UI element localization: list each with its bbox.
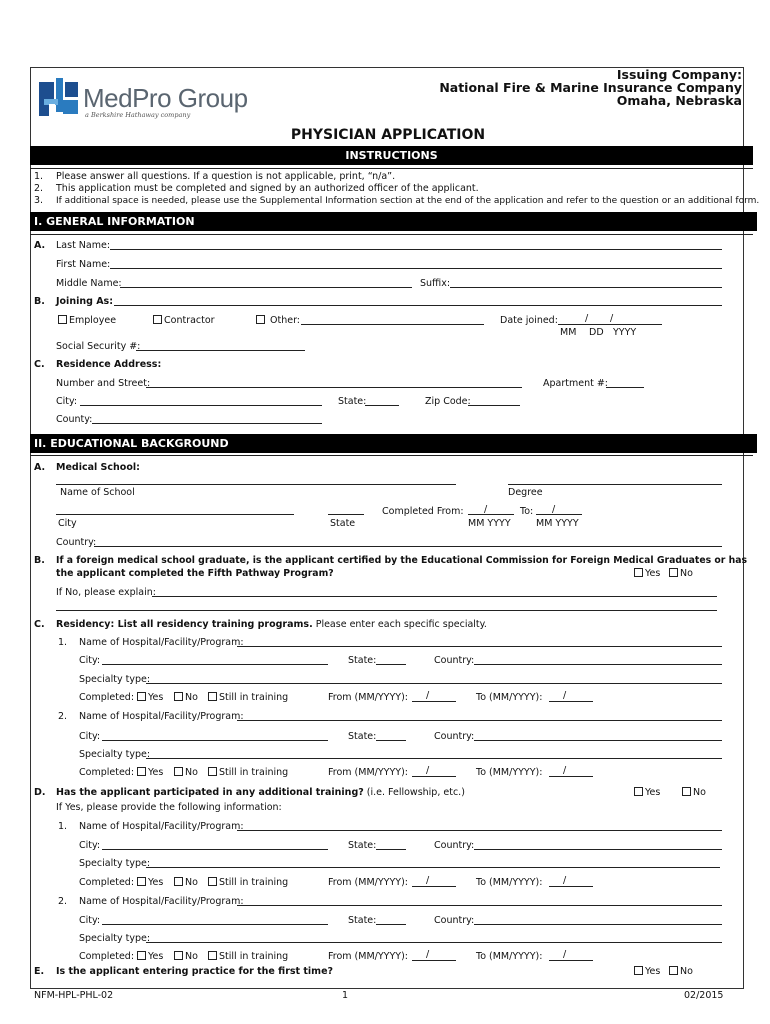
- date-slash: /: [585, 313, 589, 324]
- state-field[interactable]: [376, 664, 406, 665]
- date-slash: /: [426, 875, 430, 886]
- school-country-field[interactable]: [94, 546, 722, 547]
- item-letter: C.: [34, 359, 45, 370]
- section-title: I. GENERAL INFORMATION: [34, 215, 195, 228]
- country-field[interactable]: [474, 664, 722, 665]
- other-checkbox[interactable]: Other:: [256, 315, 300, 327]
- medpro-logo: [39, 78, 249, 122]
- checkbox-icon: [137, 877, 146, 886]
- state-field[interactable]: [376, 740, 406, 741]
- completed-to-field[interactable]: [536, 514, 582, 515]
- item-letter: D.: [34, 787, 46, 798]
- school-name-caption: Name of School: [60, 487, 135, 498]
- hospital-field[interactable]: [237, 720, 722, 721]
- middle-name-label: Middle Name:: [56, 278, 122, 289]
- residence-address-label: Residence Address:: [56, 359, 162, 370]
- ssn-field[interactable]: [136, 350, 305, 351]
- hospital-field[interactable]: [237, 830, 722, 831]
- date-slash: /: [563, 949, 567, 960]
- from-label: From (MM/YYYY):: [328, 692, 408, 703]
- school-city-field[interactable]: [56, 514, 294, 515]
- from-field[interactable]: [412, 776, 456, 777]
- specialty-field[interactable]: [146, 758, 722, 759]
- issuing-company-block: [439, 68, 742, 107]
- to-field[interactable]: [549, 886, 593, 887]
- country-label: Country:: [434, 840, 475, 851]
- country-label: Country:: [434, 915, 475, 926]
- hospital-field[interactable]: [237, 905, 722, 906]
- completed-from-label: Completed From:: [382, 506, 464, 517]
- additional-no-checkbox[interactable]: No: [682, 787, 706, 799]
- city-field[interactable]: [102, 664, 328, 665]
- city-field[interactable]: [102, 924, 328, 925]
- completed-yes-checkbox[interactable]: Yes: [137, 767, 163, 779]
- checkbox-icon: [153, 315, 162, 324]
- county-label: County:: [56, 414, 93, 425]
- to-mm-yyyy-caption: MM YYYY: [536, 518, 579, 529]
- to-field[interactable]: [549, 701, 593, 702]
- hospital-field[interactable]: [237, 646, 722, 647]
- apartment-label: Apartment #:: [543, 378, 609, 389]
- form-code: NFM-HPL-PHL-02: [34, 990, 114, 1001]
- completed-from-field[interactable]: [468, 514, 514, 515]
- from-label: From (MM/YYYY):: [328, 767, 408, 778]
- middle-name-field[interactable]: [120, 287, 412, 288]
- from-field[interactable]: [412, 701, 456, 702]
- date-slash: /: [552, 504, 556, 515]
- degree-field[interactable]: [508, 484, 722, 485]
- checkbox-icon: [634, 966, 643, 975]
- divider: [30, 168, 753, 169]
- explain-field[interactable]: [152, 596, 717, 597]
- instructions-bar: [30, 146, 753, 165]
- from-label: From (MM/YYYY):: [328, 951, 408, 962]
- entry-number: 1.: [58, 637, 68, 648]
- specialty-label: Specialty type:: [79, 933, 151, 944]
- foreign-no-checkbox[interactable]: No: [669, 568, 693, 580]
- country-field[interactable]: [474, 924, 722, 925]
- foreign-yes-checkbox[interactable]: Yes: [634, 568, 660, 580]
- date-mm-caption: MM: [560, 327, 577, 338]
- if-yes-label: If Yes, please provide the following information:: [56, 802, 282, 813]
- checkbox-icon: [256, 315, 265, 324]
- instructions-title: INSTRUCTIONS: [345, 149, 438, 162]
- still-training-checkbox[interactable]: Still in training: [208, 877, 288, 889]
- checkbox-icon: [58, 315, 67, 324]
- hospital-label: Name of Hospital/Facility/Program:: [79, 711, 244, 722]
- date-slash: /: [484, 504, 488, 515]
- state-label: State:: [348, 731, 377, 742]
- date-joined-label: Date joined:: [500, 315, 558, 326]
- hospital-label: Name of Hospital/Facility/Program:: [79, 896, 244, 907]
- completed-label: Completed:: [79, 951, 135, 962]
- section-title: II. EDUCATIONAL BACKGROUND: [34, 437, 229, 450]
- city-label: City:: [79, 655, 101, 666]
- state-field[interactable]: [376, 849, 406, 850]
- degree-caption: Degree: [508, 487, 543, 498]
- from-field[interactable]: [412, 960, 456, 961]
- item-letter: B.: [34, 555, 45, 566]
- apartment-field[interactable]: [606, 387, 644, 388]
- specialty-label: Specialty type:: [79, 749, 151, 760]
- joining-as-field[interactable]: [114, 305, 722, 306]
- state-label: State:: [348, 655, 377, 666]
- to-field[interactable]: [549, 776, 593, 777]
- completed-yes-checkbox[interactable]: Yes: [137, 877, 163, 889]
- first-name-field[interactable]: [110, 268, 722, 269]
- suffix-label: Suffix:: [420, 278, 451, 289]
- checkbox-icon: [137, 951, 146, 960]
- instruction-text-1: Please answer all questions. If a question is not applicable, print, “n/a”.: [56, 171, 396, 182]
- city-label: City:: [79, 915, 101, 926]
- date-slash: /: [426, 765, 430, 776]
- from-field[interactable]: [412, 886, 456, 887]
- completed-no-checkbox[interactable]: No: [174, 951, 198, 963]
- specialty-label: Specialty type:: [79, 858, 151, 869]
- state-label: State:: [348, 840, 377, 851]
- zip-label: Zip Code:: [425, 396, 471, 407]
- suffix-field[interactable]: [450, 287, 722, 288]
- instruction-num-3: 3.: [34, 195, 44, 206]
- checkbox-icon: [174, 877, 183, 886]
- specialty-field[interactable]: [146, 942, 722, 943]
- state-label: State:: [338, 396, 367, 407]
- date-slash: /: [610, 313, 614, 324]
- zip-field[interactable]: [468, 405, 520, 406]
- form-title: PHYSICIAN APPLICATION: [290, 127, 486, 143]
- city-label: City:: [56, 396, 78, 407]
- entry-number: 1.: [58, 821, 68, 832]
- city-field[interactable]: [102, 849, 328, 850]
- date-yyyy-caption: YYYY: [613, 327, 637, 338]
- issuing-company-name: National Fire & Marine Insurance Company: [439, 80, 742, 95]
- specialty-label: Specialty type:: [79, 674, 151, 685]
- foreign-question-line1: If a foreign medical school graduate, is the applicant certified by the Educational Commission for Foreign Medical Graduates or has: [56, 555, 748, 566]
- page-number: 1: [342, 990, 349, 1001]
- country-label: Country:: [434, 731, 475, 742]
- first-time-question: Is the applicant entering practice for the first time?: [56, 966, 334, 977]
- specialty-field[interactable]: [146, 683, 722, 684]
- foreign-question-line2: the applicant completed the Fifth Pathway Program?: [56, 568, 334, 579]
- date-slash: /: [563, 875, 567, 886]
- joining-as-label: Joining As:: [56, 296, 114, 307]
- to-label: To:: [520, 506, 534, 517]
- school-country-label: Country:: [56, 537, 97, 548]
- checkbox-icon: [634, 787, 643, 796]
- medpro-logo-mark-icon: [39, 78, 79, 120]
- divider: [30, 455, 753, 456]
- completed-no-checkbox[interactable]: No: [174, 692, 198, 704]
- state-caption: State: [330, 518, 356, 529]
- completed-label: Completed:: [79, 767, 135, 778]
- completed-yes-checkbox[interactable]: Yes: [137, 951, 163, 963]
- item-letter: C.: [34, 619, 45, 630]
- to-label: To (MM/YYYY):: [476, 767, 543, 778]
- completed-yes-checkbox[interactable]: Yes: [137, 692, 163, 704]
- entry-number: 2.: [58, 711, 68, 722]
- item-letter: A.: [34, 240, 46, 251]
- to-field[interactable]: [549, 960, 593, 961]
- checkbox-icon: [137, 692, 146, 701]
- county-field[interactable]: [92, 423, 322, 424]
- checkbox-icon: [208, 692, 217, 701]
- to-label: To (MM/YYYY):: [476, 951, 543, 962]
- still-training-checkbox[interactable]: Still in training: [208, 692, 288, 704]
- additional-yes-checkbox[interactable]: Yes: [634, 787, 660, 799]
- date-dd-caption: DD: [589, 327, 604, 338]
- section-general-information-bar: [30, 212, 757, 231]
- checkbox-icon: [174, 767, 183, 776]
- street-field[interactable]: [146, 387, 522, 388]
- additional-training-question: Has the applicant participated in any additional training? (i.e. Fellowship, etc.): [56, 787, 465, 798]
- completed-label: Completed:: [79, 692, 135, 703]
- city-label: City:: [79, 731, 101, 742]
- to-label: To (MM/YYYY):: [476, 877, 543, 888]
- employee-checkbox[interactable]: Employee: [58, 315, 116, 327]
- checkbox-icon: [174, 951, 183, 960]
- issuing-location: Omaha, Nebraska: [616, 93, 742, 108]
- entry-number: 2.: [58, 896, 68, 907]
- divider: [30, 234, 753, 235]
- state-field[interactable]: [365, 405, 399, 406]
- instruction-num-1: 1.: [34, 171, 44, 182]
- last-name-label: Last Name:: [56, 240, 111, 251]
- issuing-title: Issuing Company:: [616, 67, 742, 82]
- completed-no-checkbox[interactable]: No: [174, 877, 198, 889]
- first-name-label: First Name:: [56, 259, 111, 270]
- country-field[interactable]: [474, 849, 722, 850]
- checkbox-icon: [682, 787, 691, 796]
- street-label: Number and Street:: [56, 378, 151, 389]
- from-label: From (MM/YYYY):: [328, 877, 408, 888]
- hospital-label: Name of Hospital/Facility/Program:: [79, 821, 244, 832]
- completed-label: Completed:: [79, 877, 135, 888]
- completed-no-checkbox[interactable]: No: [174, 767, 198, 779]
- date-slash: /: [426, 690, 430, 701]
- checkbox-icon: [669, 966, 678, 975]
- first-time-no-checkbox[interactable]: No: [669, 966, 693, 978]
- instruction-num-2: 2.: [34, 183, 44, 194]
- hospital-label: Name of Hospital/Facility/Program:: [79, 637, 244, 648]
- date-slash: /: [426, 949, 430, 960]
- instruction-text-2: This application must be completed and signed by an authorized officer of the applicant.: [56, 183, 479, 194]
- checkbox-icon: [208, 767, 217, 776]
- state-field[interactable]: [376, 924, 406, 925]
- date-slash: /: [563, 690, 567, 701]
- city-caption: City: [58, 518, 77, 529]
- form-date: 02/2015: [684, 990, 724, 1001]
- item-letter: E.: [34, 966, 45, 977]
- other-field[interactable]: [301, 324, 484, 325]
- city-label: City:: [79, 840, 101, 851]
- contractor-checkbox[interactable]: Contractor: [153, 315, 215, 327]
- state-label: State:: [348, 915, 377, 926]
- medical-school-label: Medical School:: [56, 462, 140, 473]
- country-label: Country:: [434, 655, 475, 666]
- checkbox-icon: [174, 692, 183, 701]
- checkbox-icon: [137, 767, 146, 776]
- item-letter: A.: [34, 462, 46, 473]
- first-time-yes-checkbox[interactable]: Yes: [634, 966, 660, 978]
- still-training-checkbox[interactable]: Still in training: [208, 767, 288, 779]
- city-field[interactable]: [80, 405, 322, 406]
- section-educational-background-bar: [30, 434, 757, 453]
- still-training-checkbox[interactable]: Still in training: [208, 951, 288, 963]
- residency-label: Residency: List all residency training programs. Please enter each specific specialty.: [56, 619, 487, 630]
- from-mm-yyyy-caption: MM YYYY: [468, 518, 511, 529]
- logo-tagline: a Berkshire Hathaway company: [85, 111, 191, 119]
- specialty-field[interactable]: [146, 867, 720, 868]
- to-label: To (MM/YYYY):: [476, 692, 543, 703]
- school-name-field[interactable]: [56, 484, 456, 485]
- checkbox-icon: [208, 877, 217, 886]
- if-no-explain-label: If No, please explain:: [56, 587, 156, 598]
- city-field[interactable]: [102, 740, 328, 741]
- date-slash: /: [563, 765, 567, 776]
- checkbox-icon: [634, 568, 643, 577]
- school-state-field[interactable]: [328, 514, 364, 515]
- item-letter: B.: [34, 296, 45, 307]
- explain-field-2[interactable]: [56, 610, 717, 611]
- checkbox-icon: [208, 951, 217, 960]
- country-field[interactable]: [474, 740, 722, 741]
- checkbox-icon: [669, 568, 678, 577]
- ssn-label: Social Security #:: [56, 341, 141, 352]
- logo-wordmark: MedPro Group: [83, 83, 248, 113]
- instruction-text-3: If additional space is needed, please use the Supplemental Information section at the end of the application and refer to the question or an additional form.: [56, 196, 760, 206]
- last-name-field[interactable]: [110, 249, 722, 250]
